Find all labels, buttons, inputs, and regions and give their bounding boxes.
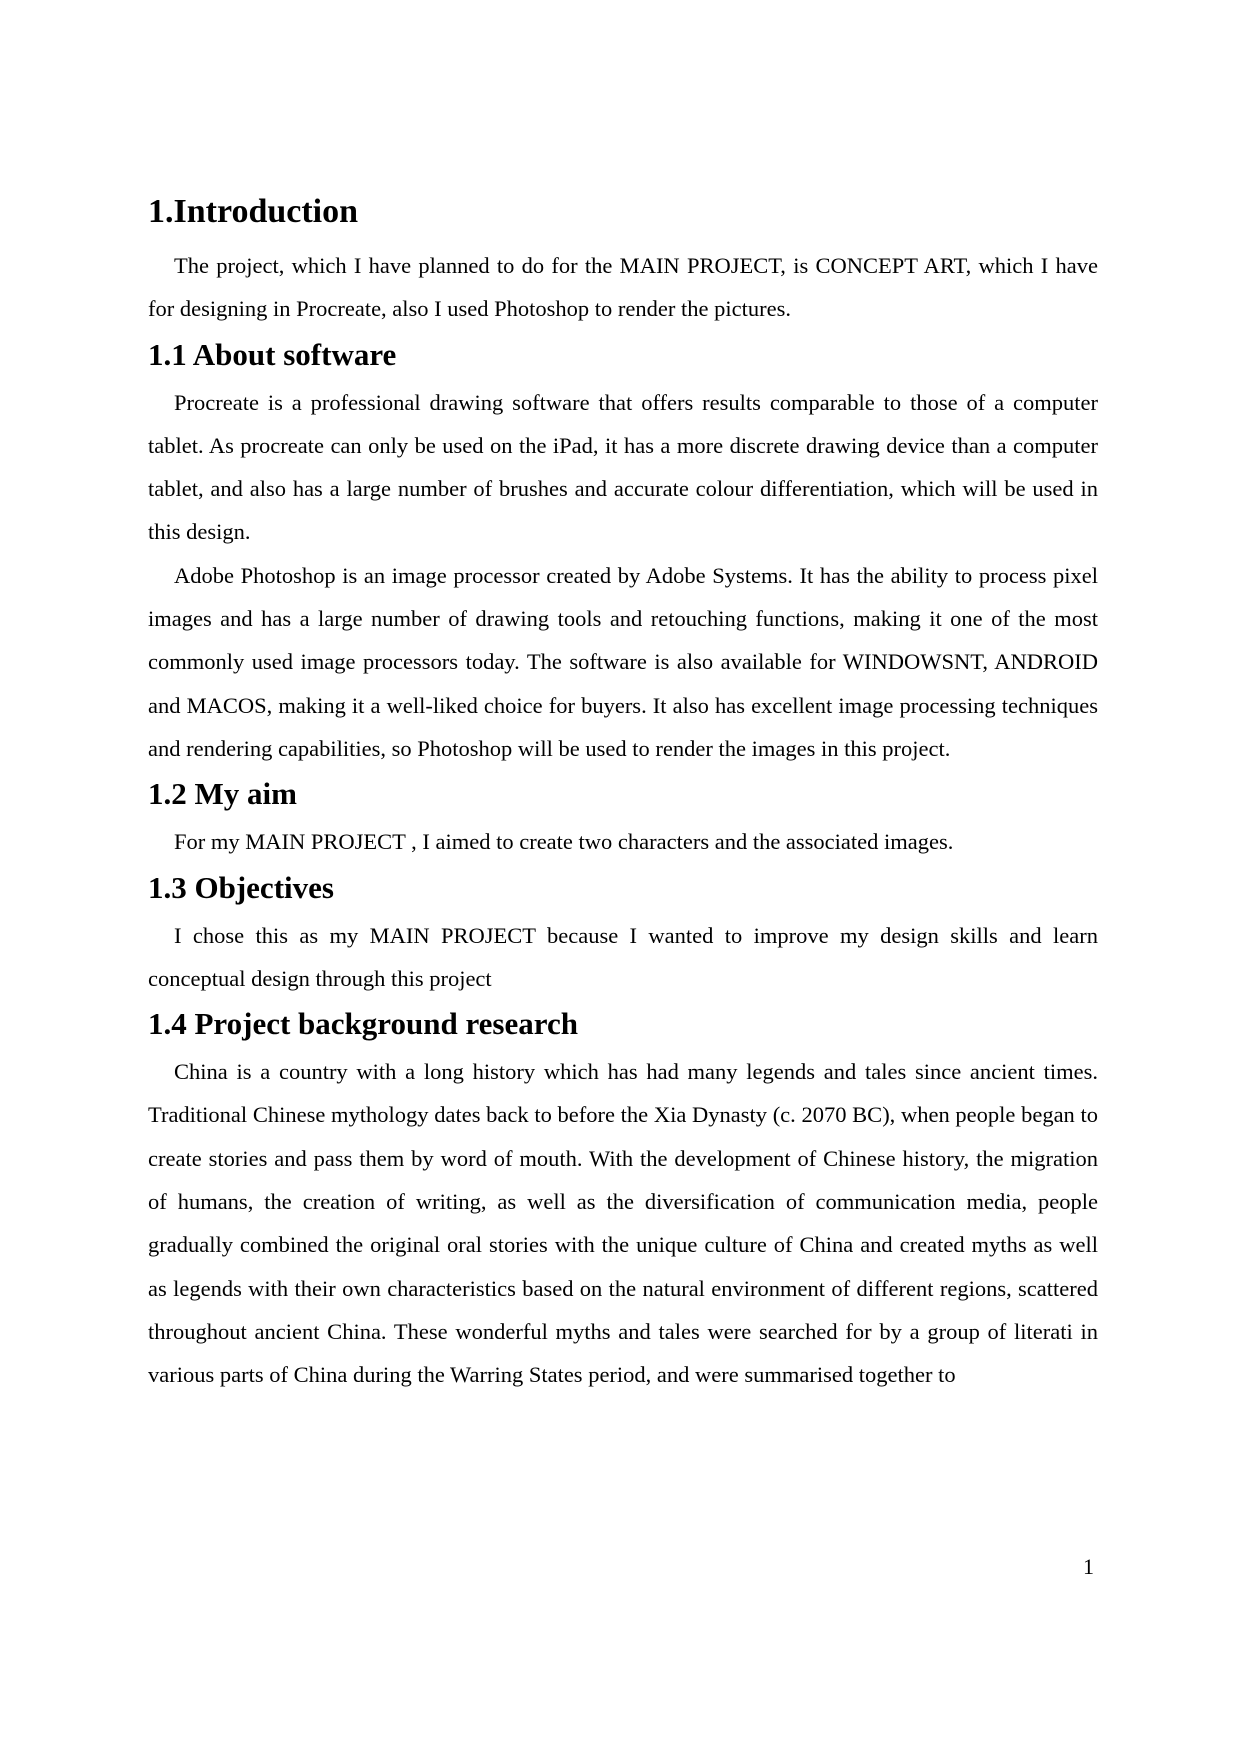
paragraph-aim: For my MAIN PROJECT , I aimed to create two characters and the associated images. (174, 829, 954, 855)
paragraph-objectives: I chose this as my MAIN PROJECT because I wanted to improve my design skills and learn conceptual design through this project (148, 922, 1098, 991)
section-heading-my-aim: 1.2 My aim (148, 776, 297, 812)
paragraph-photoshop: Adobe Photoshop is an image processor created by Adobe Systems. It has the ability to process pixel images and has a large number of drawing tools and retouching functions, making it one of the most commonly used image processors today. The software is also available for WINDOWSNT, ANDROID and MACOS, making it a well-liked choice for buyers. It also has excellent image processing techniques and rendering capabilities, so Photoshop will be used to render the images in this project. (148, 562, 1098, 761)
section-heading-objectives: 1.3 Objectives (148, 869, 334, 905)
section-heading-about-software: 1.1 About software (148, 336, 397, 372)
paragraph-procreate: Procreate is a professional drawing software that offers results comparable to those of a computer tablet. As procreate can only be used on the iPad, it has a more discrete drawing device than a computer tablet, and also has a large number of brushes and accurate colour differentiation, which will be used in this design. (148, 389, 1098, 545)
document-page (148, 192, 1098, 1397)
paragraph-background-research: China is a country with a long history which has had many legends and tales since ancient times. Traditional Chinese mythology dates back to before the Xia Dynasty (c. 2070 BC), when people began to create stories and pass them by word of mouth. With the development of Chinese history, the migration of humans, the creation of writing, as well as the diversification of communication media, people gradually combined the original oral stories with the unique culture of China and created myths as well as legends with their own characteristics based on the natural environment of different regions, scattered throughout ancient China. These wonderful myths and tales were searched for by a group of literati in various parts of China during the Warring States period, and were summarised together to (148, 1059, 1098, 1388)
section-heading-background-research: 1.4 Project background research (148, 1006, 578, 1042)
page-title: 1.Introduction (148, 193, 359, 230)
page-number: 1 (1083, 1554, 1094, 1579)
intro-paragraph: The project, which I have planned to do for the MAIN PROJECT, is CONCEPT ART, which I have for designing in Procreate, also I used Photoshop to render the pictures. (148, 253, 1098, 322)
